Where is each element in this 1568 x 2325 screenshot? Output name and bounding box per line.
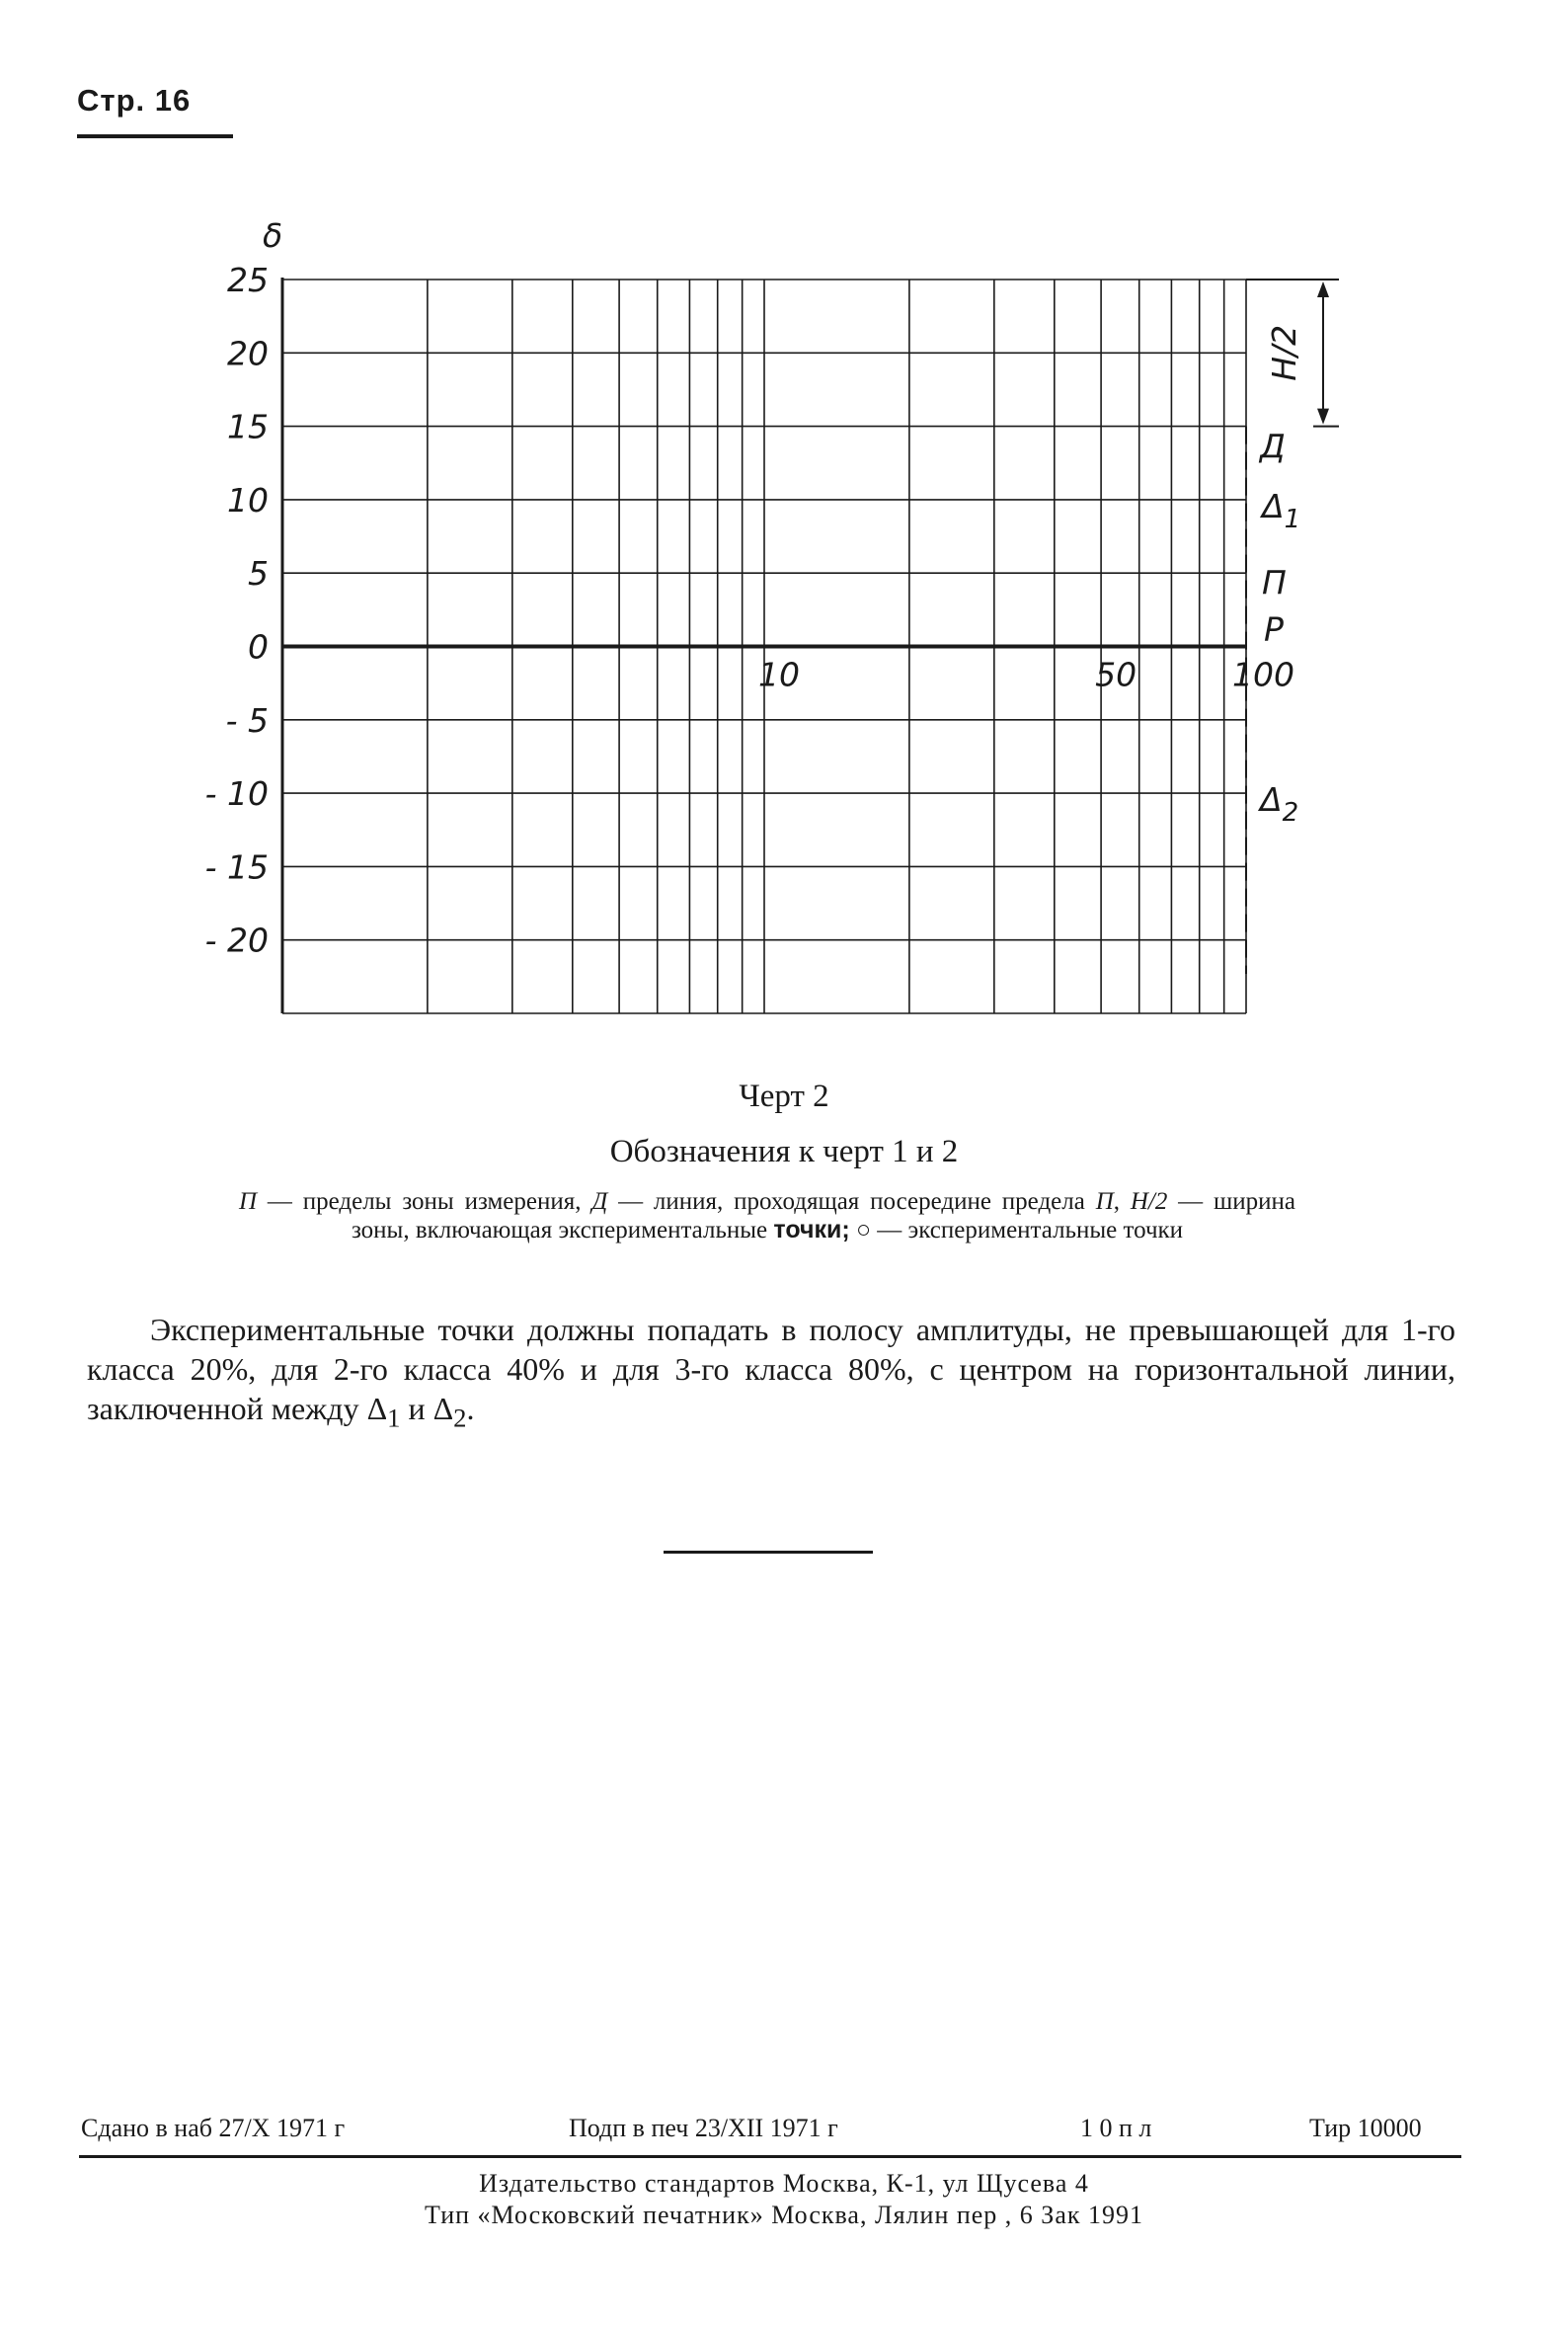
y-tick--20: - 20 <box>204 921 269 960</box>
legend-points-bold: точки; <box>773 1216 850 1243</box>
zone-label: П <box>1262 563 1287 602</box>
imprint-printer: Тип «Московский печатник» Москва, Лялин пер , 6 Зак 1991 <box>424 2201 1144 2229</box>
y-axis-label: δ <box>263 216 283 255</box>
h2-arrow-head-down <box>1317 409 1329 425</box>
h2-arrow-head-up <box>1317 281 1329 297</box>
y-tick--15: - 15 <box>204 847 269 887</box>
legend-circle-text: ○ — экспериментальные точки <box>849 1217 1184 1243</box>
delta1-subscript: 1 <box>1284 504 1301 534</box>
legend-d-symbol: Д <box>591 1188 608 1215</box>
legend-p-symbol: П <box>239 1188 258 1215</box>
h2-label: H/2 <box>1265 324 1303 381</box>
body-sub-1: 1 <box>387 1403 401 1433</box>
delta1-label <box>1259 487 1300 534</box>
legend-d-text: — линия, проходящая посередине предела <box>607 1188 1096 1215</box>
body-sub-2: 2 <box>453 1403 467 1433</box>
x-tick-10: 10 <box>758 655 800 694</box>
imprint-sent: Сдано в наб 27/X 1971 г <box>81 2114 346 2142</box>
y-tick--10: - 10 <box>204 774 269 814</box>
imprint-row <box>81 2114 1459 2145</box>
x-tick-50: 50 <box>1095 655 1137 694</box>
legend-h2-symbol: H/2 <box>1130 1188 1168 1215</box>
y-tick--5: - 5 <box>225 700 269 740</box>
x-tick-labels <box>758 656 1294 694</box>
y-tick-5: 5 <box>248 554 269 594</box>
imprint-rule <box>79 2155 1461 2158</box>
right-markers <box>1246 280 1339 974</box>
d-line-label: Д <box>1260 427 1286 466</box>
imprint-print-run: Тир 10000 <box>1309 2114 1422 2142</box>
delta2-symbol: Δ <box>1260 780 1283 820</box>
y-tick-10: 10 <box>227 480 269 520</box>
legend-text <box>239 1187 1295 1244</box>
section-end-rule <box>664 1551 873 1554</box>
imprint-publisher: Издательство стандартов Москва, К-1, ул Щусева 4 <box>479 2169 1089 2198</box>
imprint-sheets: 1 0 п л <box>1080 2114 1152 2142</box>
figure-subtitle: Обозначения к черт 1 и 2 <box>609 1134 959 1169</box>
y-tick-0: 0 <box>248 627 269 667</box>
legend-p-text: — пределы зоны измерения, <box>257 1188 592 1215</box>
figure-caption: Черт 2 <box>739 1079 829 1114</box>
y-tick-15: 15 <box>227 407 269 446</box>
x-tick-100: 100 <box>1232 655 1294 694</box>
page-number: Стр. 16 <box>77 83 192 118</box>
legend-h2-text: — ширина зоны, включающая экспериментальные <box>351 1188 1296 1243</box>
deviation-chart <box>0 0 1568 1047</box>
body-paragraph <box>87 1310 1455 1437</box>
body-text-b: и Δ <box>400 1391 454 1426</box>
delta1-symbol: Δ <box>1262 486 1285 525</box>
delta2-label <box>1257 780 1298 828</box>
y-tick-20: 20 <box>227 334 269 373</box>
y-tick-25: 25 <box>227 261 269 299</box>
imprint-signed: Подп в печ 23/XII 1971 г <box>569 2114 838 2142</box>
p-line-label: Р <box>1264 609 1284 649</box>
body-text-c: . <box>466 1391 475 1426</box>
body-text-a: Экспериментальные точки должны попадать в полосу амплитуды, не превышающей для 1-го класса 20%, для 2-го класса 40% и для 3-го класса 80%, с центром на горизонтальной линии, заключенной между Δ <box>87 1312 1455 1426</box>
delta2-subscript: 2 <box>1282 798 1299 829</box>
legend-sep: , <box>1113 1188 1131 1215</box>
legend-p-ref: П <box>1095 1188 1114 1215</box>
y-tick-labels <box>205 261 269 960</box>
